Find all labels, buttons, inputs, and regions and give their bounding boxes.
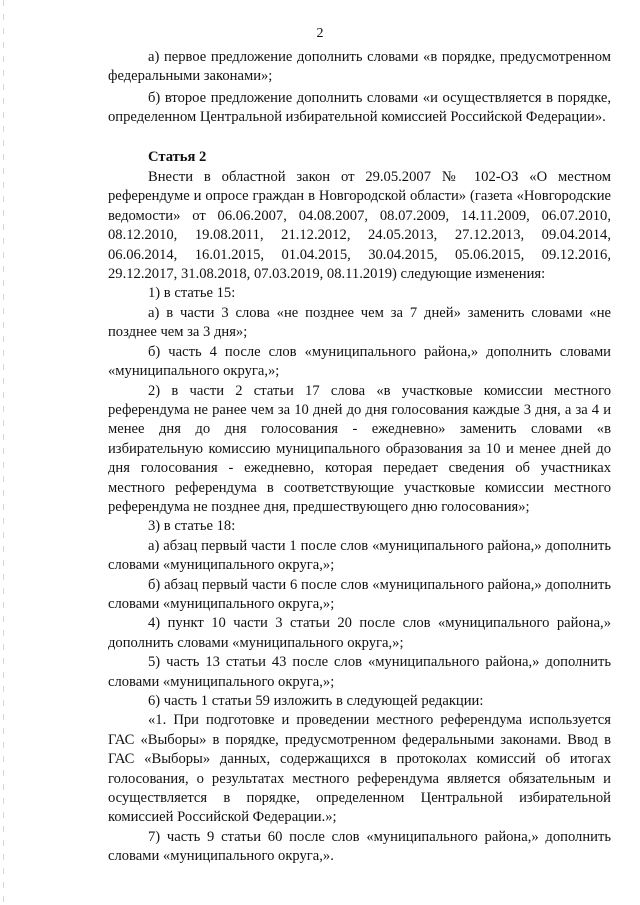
paragraph-amendment-a: а) первое предложение дополнить словами «в порядке, предусмотренном федеральными законами»; bbox=[108, 49, 611, 85]
item-5: 5) часть 13 статьи 43 после слов «муниципального района,» дополнить словами «муниципального округа,»; bbox=[108, 654, 611, 690]
item-7: 7) часть 9 статьи 60 после слов «муниципального района,» дополнить словами «муниципального округа,». bbox=[108, 828, 611, 865]
page-number: 2 bbox=[316, 26, 324, 41]
item-1-b: б) часть 4 после слов «муниципального района,» дополнить словами «муниципального округа,»; bbox=[108, 343, 611, 380]
item-3-b: б) абзац первый части 6 после слов «муниципального района,» дополнить словами «муниципального округа,»; bbox=[108, 576, 611, 612]
item-1: 1) в статье 15: bbox=[148, 285, 236, 302]
item-6: 6) часть 1 статьи 59 изложить в следующей редакции: bbox=[148, 693, 484, 709]
scan-edge-artifact bbox=[3, 0, 4, 905]
paragraph-amendment-b: б) второе предложение дополнить словами «и осуществляется в порядке, определенном Центральной избирательной комиссией Российской Федерации». bbox=[108, 89, 611, 126]
item-3: 3) в статье 18: bbox=[148, 518, 236, 535]
item-4: 4) пункт 10 части 3 статьи 20 после слов «муниципального района,» дополнить словами «муниципального округа,»; bbox=[108, 615, 611, 651]
article-heading: Статья 2 bbox=[148, 148, 207, 165]
item-1-a: а) в части 3 слова «не позднее чем за 7 дней» заменить словами «не позднее чем за 3 дня»; bbox=[108, 304, 611, 341]
document-body bbox=[108, 48, 611, 867]
item-6-quote: «1. При подготовке и проведении местного референдума используется ГАС «Выборы» в порядке, предусмотренном федеральными законами. Ввод в ГАС «Выборы» данных, содержащихся в протоколах комиссий об итогах голосования, о результатах местного референдума является обязательным и осуществляется в порядке, определенном Центральной избирательной комиссией Российской Федерации.»; bbox=[108, 712, 611, 826]
article-intro: Внести в областной закон от 29.05.2007 № 102-ОЗ «О местном референдуме и опросе граждан в Новгородской области» (газета «Новгородские ведомости» от 06.06.2007, 04.08.2007, 08.07.2009, 14.11.2009, 06.07.2010, 08.12.2010, 19.08.2011, 21.12.2012, 24.05.2013, 27.12.2013, 09.04.2014, 06.06.2014, 16.01.2015, 01.04.2015, 30.04.2015, 05.06.2015, 09.12.2016, 29.12.2017, 31.08.2018, 07.03.2019, 08.11.2019) следующие изменения: bbox=[108, 169, 611, 283]
item-3-a: а) абзац первый части 1 после слов «муниципального района,» дополнить словами «муниципального округа,»; bbox=[108, 537, 611, 574]
item-2: 2) в части 2 статьи 17 слова «в участковые комиссии местного референдума не ранее чем за 10 дней до дня голосования каждые 3 дня, а за 4 и менее дня до дня голосования - ежедневно» заменить словами «в избирательную комиссию муниципального образования за 10 и менее дней до дня голосования - ежедневно, которая передает сведения об участниках местного референдума в соответствующие участковые комиссии местного референдума не позднее дня, предшествующего дню голосования»; bbox=[108, 382, 611, 515]
